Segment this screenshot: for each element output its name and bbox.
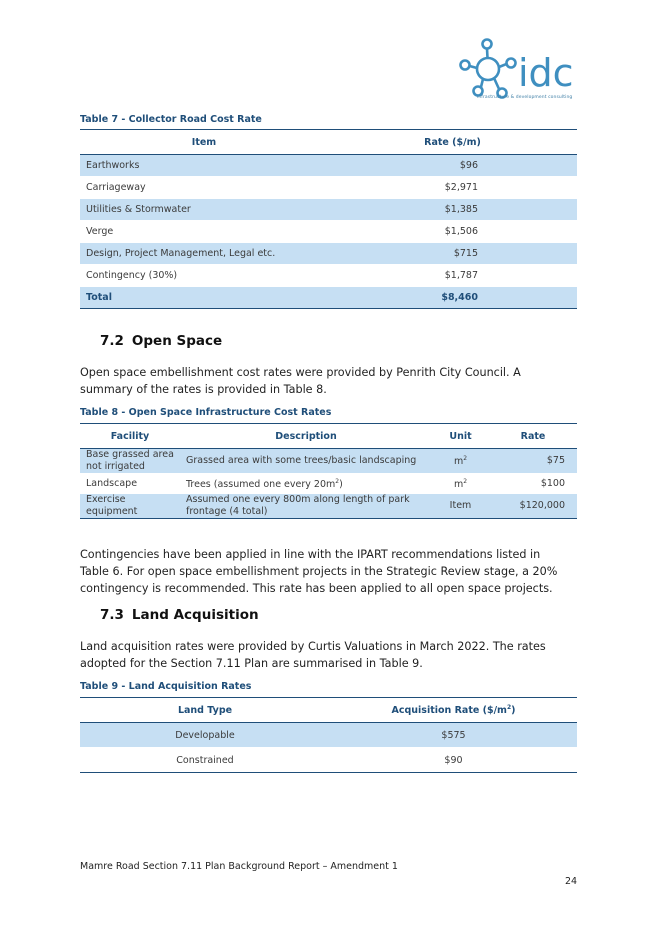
logo-text: idc: [518, 51, 574, 95]
header-rate: Rate: [489, 424, 577, 449]
section-number: 7.2: [100, 333, 124, 349]
table-row: [80, 243, 577, 265]
rate-cell: $715: [328, 243, 577, 265]
unit-cell: $m^2$: [453, 477, 468, 491]
description-cell: Grassed area with some trees/basic landscaping: [180, 449, 432, 474]
footer-text: Mamre Road Section 7.11 Plan Background Report – Amendment 1: [80, 861, 398, 872]
table-row: [80, 177, 577, 199]
facility-cell: Landscape: [86, 477, 138, 489]
description-cell: Trees (assumed one every $20m^2$): [186, 477, 343, 491]
total-label: Total: [80, 287, 328, 309]
header-rate: Rate ($/m): [328, 130, 577, 155]
rate-cell: $75: [489, 449, 577, 474]
total-row: [80, 287, 577, 309]
item-cell: Contingency (30%): [80, 265, 328, 287]
table7-caption: Table 7 - Collector Road Cost Rate: [80, 114, 262, 125]
table-row: [80, 221, 577, 243]
header-land-type: Land Type: [80, 698, 330, 723]
total-value: $8,460: [328, 287, 577, 309]
section-heading-7-3: [100, 607, 259, 623]
rate-cell: $96: [328, 155, 577, 177]
open-space-paragraph: Open space embellishment cost rates were provided by Penrith City Council. A summary of the rates is provided in Table 8.: [80, 366, 521, 396]
item-cell: Carriageway: [80, 177, 328, 199]
header-facility: Facility: [80, 424, 180, 449]
table-row: [80, 199, 577, 221]
header-acquisition-rate: Acquisition Rate $(\$/m^2)$: [330, 698, 577, 723]
land-acquisition-table: [80, 697, 577, 773]
rate-cell: $1,385: [328, 199, 577, 221]
rate-cell: $100: [540, 477, 565, 489]
facility-cell: Base grassed area not irrigated: [80, 449, 180, 474]
table-row: [80, 265, 577, 287]
unit-cell: Item: [432, 494, 489, 519]
rate-cell: $575: [330, 723, 577, 748]
section-title: Open Space: [131, 333, 223, 349]
land-acquisition-paragraph: Land acquisition rates were provided by Curtis Valuations in March 2022. The rates adopted for the Section 7.11 Plan are summarised in Table 9.: [80, 640, 546, 670]
open-space-cost-table: [80, 423, 577, 519]
table-row: [80, 155, 577, 177]
land-type-cell: Constrained: [80, 748, 330, 773]
section-title: Land Acquisition: [131, 607, 259, 623]
rate-cell: $120,000: [489, 494, 577, 519]
header-description: Description: [180, 424, 432, 449]
table8-caption: Table 8 - Open Space Infrastructure Cost Rates: [80, 407, 332, 418]
section-heading-7-2: [100, 333, 222, 349]
rate-cell: $1,787: [328, 265, 577, 287]
rate-cell: $1,506: [328, 221, 577, 243]
section-number: 7.3: [100, 607, 124, 623]
table9-caption: Table 9 - Land Acquisition Rates: [80, 681, 252, 692]
header-item: Item: [80, 130, 328, 155]
header-unit: Unit: [432, 424, 489, 449]
description-cell: Assumed one every 800m along length of park frontage (4 total): [180, 494, 432, 519]
item-cell: Earthworks: [80, 155, 328, 177]
item-cell: Verge: [80, 221, 328, 243]
page-number: 24: [565, 876, 578, 887]
contingency-paragraph: Contingencies have been applied in line with the IPART recommendations listed in Table 6. For open space embellishment projects in the Strategic Review stage, a 20% contingency is recommended. This rate has been applied to all open space projects.: [80, 548, 558, 595]
table-row: [80, 473, 577, 494]
table-row: [80, 449, 577, 474]
logo-subtitle: infrastructure & development consulting: [477, 95, 573, 100]
table-row: [80, 494, 577, 519]
table-row: [80, 748, 577, 773]
unit-cell: $m^2$: [432, 449, 489, 474]
table-row: [80, 723, 577, 748]
item-cell: Design, Project Management, Legal etc.: [80, 243, 328, 265]
facility-cell: Exercise equipment: [80, 494, 180, 519]
land-type-cell: Developable: [80, 723, 330, 748]
item-cell: Utilities & Stormwater: [80, 199, 328, 221]
rate-cell: $2,971: [328, 177, 577, 199]
collector-road-cost-table: [80, 129, 577, 309]
rate-cell: $90: [330, 748, 577, 773]
